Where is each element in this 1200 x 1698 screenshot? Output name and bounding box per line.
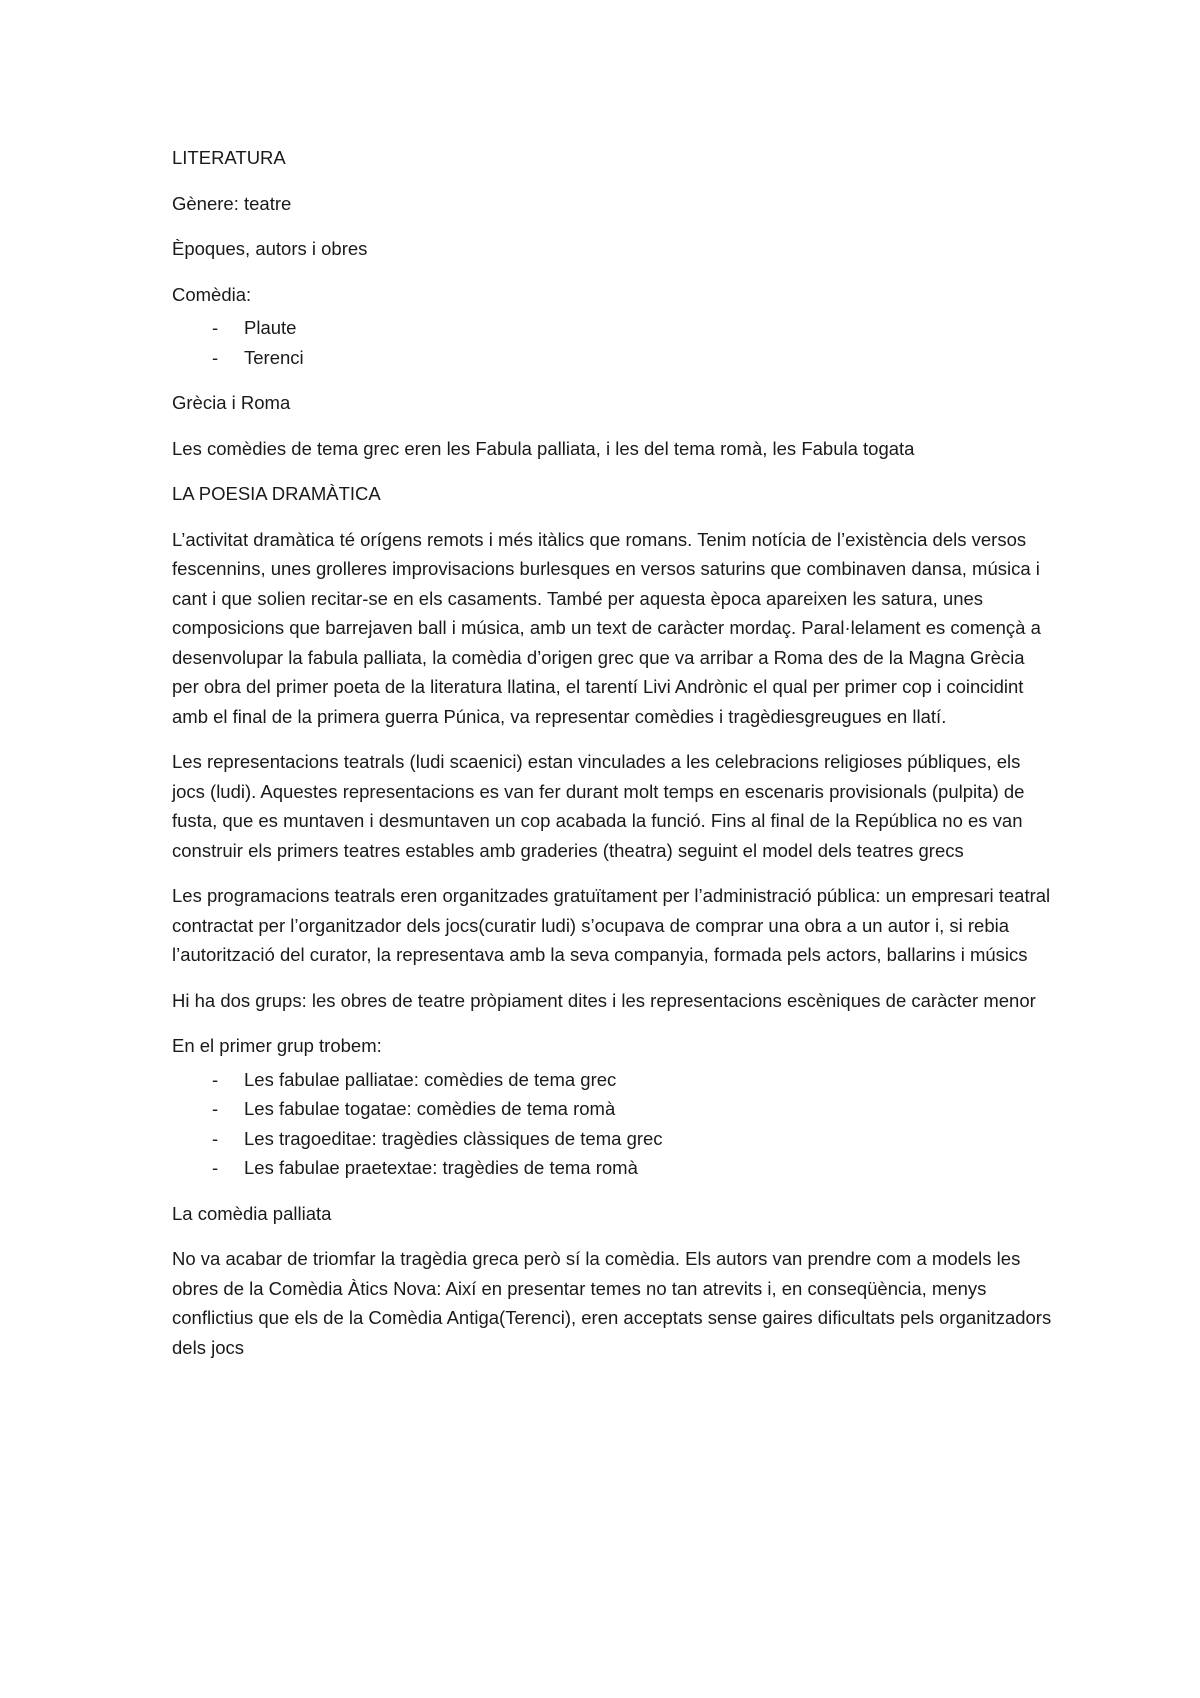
bullet-dash: -	[212, 1157, 219, 1178]
paragraph-palliata: No va acabar de triomfar la tragèdia greca però sí la comèdia. Els autors van prendre com a models les obres de la Comèdia Àtics Nova: Així en presentar temes no tan atrevits i, en conseqüència, menys conflictius que els de la Comèdia Antiga(Terenci), eren acceptats sense gaires dificultats pels organitzadors dels jocs	[172, 1248, 1052, 1358]
comedy-heading: Comèdia:	[172, 283, 252, 305]
paragraph-representations: Les representacions teatrals (ludi scaenici) estan vinculades a les celebracions religioses públiques, els jocs (ludi). Aquestes representacions es van fer durant molt temps en escenaris provisionals (pulpita) de fusta, que es muntaven i desmuntaven un cop acabada la funció. Fins al final de la República no es van construir els primers teatres estables amb graderies (theatra) seguint el model dels teatres grecs	[172, 751, 1025, 861]
paragraph-groups: Hi ha dos grups: les obres de teatre pròpiament dites i les representacions escèniques de caràcter menor	[172, 989, 1036, 1011]
bullet-dash: -	[212, 317, 219, 338]
document-page	[172, 143, 1052, 1378]
epochs-heading: Èpoques, autors i obres	[172, 238, 368, 259]
authors-list	[172, 313, 1052, 372]
section-title: LA POESIA DRAMÀTICA	[172, 483, 381, 504]
list-item: - Les fabulae praetextae: tragèdies de tema romà	[172, 1153, 1052, 1183]
paragraph-programming: Les programacions teatrals eren organitzades gratuïtament per l’administració pública: un empresari teatral contractat per l’organitzador dels jocs(curatir ludi) s’ocupava de comprar una obra a un autor i, si rebia l’autorització del curator, la representava amb la seva companyia, formada pels actors, ballarins i músics	[172, 885, 1051, 965]
list-item: - Plaute	[172, 313, 1052, 343]
first-group-heading: En el primer grup trobem:	[172, 1035, 382, 1056]
list-item: - Les fabulae palliatae: comèdies de tema grec	[172, 1065, 1052, 1095]
bullet-dash: -	[212, 1127, 219, 1149]
bullet-dash: -	[212, 1068, 219, 1090]
list-item: - Les fabulae togatae: comèdies de tema romà	[172, 1094, 1052, 1124]
greece-rome-heading: Grècia i Roma	[172, 392, 291, 413]
fabula-intro: Les comèdies de tema grec eren les Fabula palliata, i les del tema romà, les Fabula togata	[172, 437, 915, 459]
paragraph-origins: L’activitat dramàtica té orígens remots i més itàlics que romans. Tenim notícia de l’existència dels versos fescennins, unes grolleres improvisacions burlesques en versos saturins que combinaven dansa, música i cant i que solien recitar-se en els casaments. També per aquesta època apareixen les satura, unes composicions que barrejaven ball i música, amb un text de caràcter mordaç. Paral·lelament es començà a desenvolupar la fabula palliata, la comèdia d’origen grec que va arribar a Roma des de la Magna Grècia per obra del primer poeta de la literatura llatina, el tarentí Livi Andrònic el qual per primer cop i coincidint amb el final de la primera guerra Púnica, va representar comèdies i tragèdiesgreugues en llatí.	[172, 528, 1041, 727]
document-title: LITERATURA	[172, 147, 286, 168]
types-list	[172, 1065, 1052, 1183]
bullet-dash: -	[212, 1098, 219, 1119]
palliata-heading: La comèdia palliata	[172, 1202, 332, 1224]
list-item: - Terenci	[172, 343, 1052, 373]
genre-line: Gènere: teatre	[172, 192, 292, 214]
list-item: - Les tragoeditae: tragèdies clàssiques de tema grec	[172, 1124, 1052, 1154]
bullet-dash: -	[212, 346, 219, 368]
